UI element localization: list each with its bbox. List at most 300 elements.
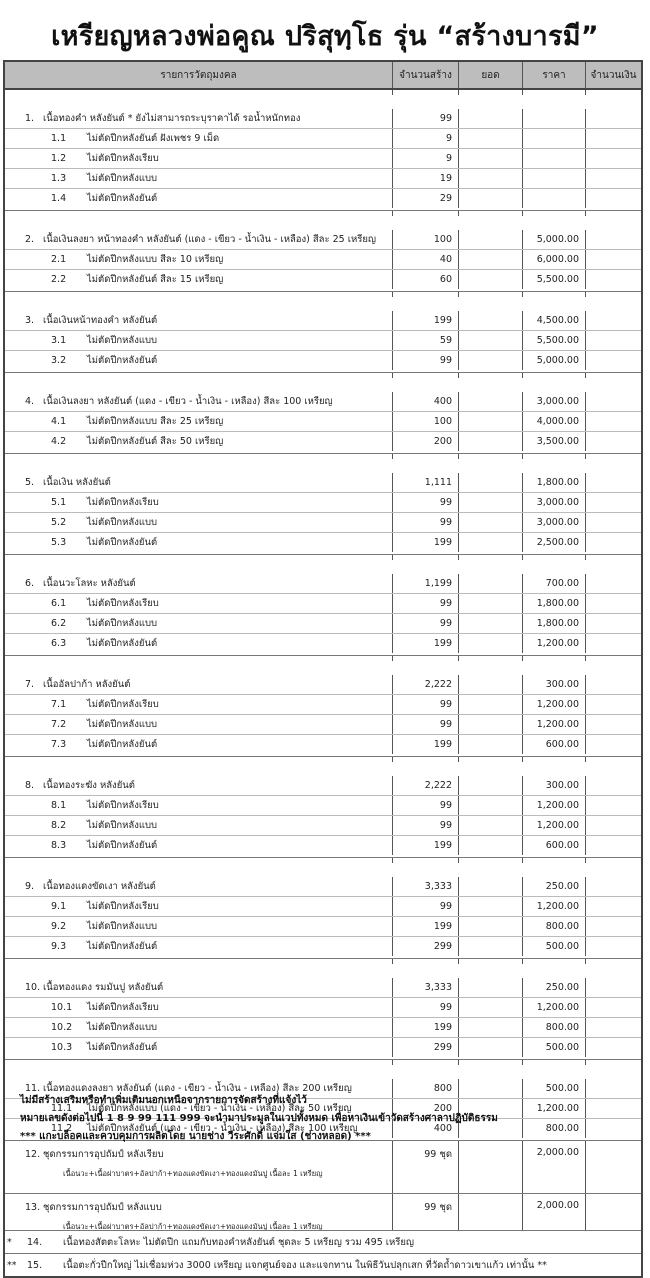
group-1 — [5, 90, 641, 211]
item-label: ไม่ตัดปีกหลังยันต์ — [87, 1042, 158, 1053]
item-label: เนื้อนวะโลหะ หลังยันต์ — [43, 578, 136, 589]
item-count: 800 — [393, 1079, 459, 1098]
item-price — [523, 169, 586, 188]
group-2 — [5, 211, 641, 292]
item-amount — [586, 109, 641, 128]
item-label: ไม่ตัดปีกหลังแบบ — [87, 820, 158, 831]
item-total — [459, 897, 523, 916]
table-row — [5, 269, 641, 289]
sub-item-name — [5, 695, 393, 714]
item-total — [459, 614, 523, 633]
item-label: ไม่ตัดปีกหลังยันต์ — [87, 537, 158, 548]
item-price: 1,200.00 — [523, 897, 586, 916]
item-name — [5, 574, 393, 593]
item-count: 200 — [393, 432, 459, 451]
item-amount — [586, 897, 641, 916]
item-amount — [586, 189, 641, 208]
item-number: 10.1 — [51, 1002, 73, 1013]
item-name — [5, 978, 393, 997]
table-row — [5, 593, 641, 613]
item-price: 5,500.00 — [523, 270, 586, 289]
item-total — [459, 109, 523, 128]
item-amount — [586, 169, 641, 188]
item-price: 1,200.00 — [523, 634, 586, 653]
table-row — [5, 835, 641, 855]
item-label: ไม่ตัดปีกหลังเรียบ — [87, 901, 159, 912]
table-row — [5, 411, 641, 431]
item-amount — [586, 937, 641, 956]
group-7 — [5, 656, 641, 757]
table-row — [5, 916, 641, 936]
item-label: ไม่ตัดปีกหลังยันต์ — [87, 840, 158, 851]
item-amount — [586, 250, 641, 269]
table-row — [5, 492, 641, 512]
item-amount — [586, 351, 641, 370]
item-count: 99 — [393, 109, 459, 128]
sub-item-name — [5, 169, 393, 188]
item-count: 400 — [393, 392, 459, 411]
extra-row — [5, 1231, 641, 1254]
item-number: 7.2 — [51, 719, 67, 730]
item-count: 199 — [393, 917, 459, 936]
item-price: 800.00 — [523, 1119, 586, 1138]
item-count: 99 — [393, 493, 459, 512]
table-row — [5, 896, 641, 916]
table-row — [5, 392, 641, 411]
item-number: 11.1 — [51, 1103, 73, 1114]
item-price: 1,200.00 — [523, 816, 586, 835]
item-price: 1,200.00 — [523, 998, 586, 1017]
sub-item-name — [5, 998, 393, 1017]
sub-item-name — [5, 594, 393, 613]
item-total — [459, 270, 523, 289]
item-price: 6,000.00 — [523, 250, 586, 269]
table-row — [5, 230, 641, 249]
item-price: 700.00 — [523, 574, 586, 593]
table-row — [5, 249, 641, 269]
item-label: เนื้อทองสัตตะโลหะ ไม่ตัดปีก แถมกับทองคำหลังยันต์ ชุดละ 5 เหรียญ รวม 495 เหรียญ — [63, 1236, 415, 1248]
item-total — [459, 392, 523, 411]
item-amount — [586, 473, 641, 492]
table-row — [5, 936, 641, 956]
item-price: 600.00 — [523, 836, 586, 855]
sub-item-name — [5, 715, 393, 734]
item-count: 400 — [393, 1119, 459, 1138]
item-label: เนื้อเงินลงยา หลังยันต์ (แดง - เขียว - น้ำเงิน - เหลือง) สีละ 100 เหรียญ — [43, 396, 333, 407]
sub-item-name — [5, 331, 393, 350]
item-total — [459, 1141, 523, 1193]
item-count: 99 — [393, 897, 459, 916]
item-count: 99 — [393, 695, 459, 714]
item-count: 99 — [393, 796, 459, 815]
item-amount — [586, 412, 641, 431]
item-amount — [586, 1119, 641, 1138]
item-total — [459, 695, 523, 714]
item-name — [5, 877, 393, 896]
group-9 — [5, 858, 641, 959]
item-number: 8.2 — [51, 820, 67, 831]
item-number: 2. — [25, 234, 35, 245]
item-number: 6.1 — [51, 598, 67, 609]
item-amount — [586, 574, 641, 593]
item-total — [459, 169, 523, 188]
item-label: ไม่ตัดปีกหลังยันต์ สีละ 15 เหรียญ — [87, 274, 224, 285]
item-price: 300.00 — [523, 776, 586, 795]
item-count: 199 — [393, 533, 459, 552]
table-row — [5, 1037, 641, 1057]
item-total — [459, 937, 523, 956]
item-total — [459, 493, 523, 512]
item-number: 6.2 — [51, 618, 67, 629]
item-price: 1,200.00 — [523, 1099, 586, 1118]
sub-item-name — [5, 735, 393, 754]
table-row — [5, 776, 641, 795]
item-amount — [586, 533, 641, 552]
item-name — [5, 1194, 393, 1230]
item-price: 1,800.00 — [523, 473, 586, 492]
item-number: 5.3 — [51, 537, 67, 548]
table-row — [5, 714, 641, 734]
item-total — [459, 250, 523, 269]
item-label: เนื้อเงิน หลังยันต์ — [43, 477, 111, 488]
item-amount — [586, 614, 641, 633]
item-label: เนื้อทองแดง รมมันปู หลังยันต์ — [43, 982, 164, 993]
note: ไม่มีสร้างเสริมหรือทำเพิ่มเติมนอกเหนือจากรายการจัดสร้างที่แจ้งไว้ — [20, 1095, 307, 1106]
table-row — [5, 188, 641, 208]
table-row — [5, 109, 641, 128]
item-number: 13. — [25, 1202, 41, 1213]
sub-item-name — [5, 634, 393, 653]
item-number: 10.2 — [51, 1022, 73, 1033]
item-amount — [586, 331, 641, 350]
sub-item-name — [5, 614, 393, 633]
item-label: ไม่ตัดปีกหลังเรียบ — [87, 800, 159, 811]
item-number: 4.2 — [51, 436, 67, 447]
item-name — [5, 109, 393, 128]
note: *** แกะบล็อคและควบคุมการผลิตโดย นายช่าง วีระศักดิ์ แจ่มใส (ช่างหลอด) *** — [20, 1131, 371, 1142]
table-row — [5, 734, 641, 754]
item-amount — [586, 1079, 641, 1098]
item-detail: เนื้อนวะ+เนื้อฝาบาตร+อัลปาก้า+ทองแดงขัดเงา+ทองแดงมันปู เนื้อละ 1 เหรียญ — [63, 1222, 323, 1230]
item-price: 600.00 — [523, 735, 586, 754]
item-count: 99 — [393, 998, 459, 1017]
item-total — [459, 978, 523, 997]
item-total — [459, 917, 523, 936]
item-number: 1.1 — [51, 133, 67, 144]
item-number: 1.4 — [51, 193, 67, 204]
item-total — [459, 149, 523, 168]
item-number: 3.2 — [51, 355, 67, 366]
item-label: ไม่ตัดปีกหลังแบบ (แดง - เขียว - น้ำเงิน - เหลือง) สีละ 50 เหรียญ — [87, 1103, 352, 1114]
item-label: ไม่ตัดปีกหลังแบบ สีละ 10 เหรียญ — [87, 254, 224, 265]
item-price: 3,500.00 — [523, 432, 586, 451]
page-title: เหรียญหลวงพ่อคูณ ปริสุทฺโธ รุ่น “สร้างบารมี” — [51, 21, 599, 52]
item-label: เนื้อทองแดงลงยา หลังยันต์ (แดง - เขียว - น้ำเงิน - เหลือง) สีละ 200 เหรียญ — [43, 1083, 352, 1094]
item-amount — [586, 1018, 641, 1037]
sub-item-name — [5, 937, 393, 956]
sub-item-name — [5, 149, 393, 168]
item-number: 8.1 — [51, 800, 67, 811]
item-total — [459, 796, 523, 815]
item-label: เนื้อทองแดงขัดเงา หลังยันต์ — [43, 881, 156, 892]
item-total — [459, 1038, 523, 1057]
item-amount — [586, 715, 641, 734]
group-6 — [5, 555, 641, 656]
item-price: 3,000.00 — [523, 493, 586, 512]
item-count: 200 — [393, 1099, 459, 1118]
table-row — [5, 877, 641, 896]
col-total: ยอด — [459, 62, 523, 88]
item-price: 3,000.00 — [523, 392, 586, 411]
item-count: 99 — [393, 351, 459, 370]
item-amount — [586, 877, 641, 896]
item-price: 4,500.00 — [523, 311, 586, 330]
item-number: 9.1 — [51, 901, 67, 912]
item-count: 2,222 — [393, 675, 459, 694]
item-count: 199 — [393, 735, 459, 754]
extra-row — [5, 1254, 641, 1276]
table-row — [5, 1141, 641, 1193]
item-total — [459, 1194, 523, 1230]
item-amount — [586, 776, 641, 795]
item-count: 9 — [393, 149, 459, 168]
item-price: 250.00 — [523, 877, 586, 896]
item-label: เนื้อเงินลงยา หน้าทองคำ หลังยันต์ (แดง - เขียว - น้ำเงิน - เหลือง) สีละ 25 เหรียญ — [43, 234, 377, 245]
item-amount — [586, 1099, 641, 1118]
item-price — [523, 129, 586, 148]
item-number: 1.3 — [51, 173, 67, 184]
sub-item-name — [5, 836, 393, 855]
item-number: 4. — [25, 396, 35, 407]
sub-item-name — [5, 1018, 393, 1037]
item-label: ไม่ตัดปีกหลังยันต์ — [87, 941, 158, 952]
item-price: 250.00 — [523, 978, 586, 997]
item-number: 1.2 — [51, 153, 67, 164]
sub-item-name — [5, 270, 393, 289]
table-row — [5, 350, 641, 370]
item-price: 1,200.00 — [523, 695, 586, 714]
item-count: 59 — [393, 331, 459, 350]
item-total — [459, 836, 523, 855]
group-10 — [5, 959, 641, 1060]
table-row — [5, 795, 641, 815]
item-label: ไม่ตัดปีกหลังเรียบ — [87, 153, 159, 164]
item-number: 3.1 — [51, 335, 67, 346]
item-number: 9. — [25, 881, 35, 892]
item-label: เนื้อทองระฆัง หลังยันต์ — [43, 780, 135, 791]
sub-item-name — [5, 917, 393, 936]
group-3 — [5, 292, 641, 373]
item-number: 7. — [25, 679, 35, 690]
item-total — [459, 513, 523, 532]
sub-item-name — [5, 1038, 393, 1057]
item-price: 5,000.00 — [523, 230, 586, 249]
item-count: 199 — [393, 836, 459, 855]
table-row — [5, 978, 641, 997]
item-price: 2,000.00 — [523, 1194, 586, 1230]
item-count: 2,222 — [393, 776, 459, 795]
item-count: 19 — [393, 169, 459, 188]
table-row — [5, 694, 641, 714]
item-label: ไม่ตัดปีกหลังยันต์ สีละ 50 เหรียญ — [87, 436, 224, 447]
item-label: ไม่ตัดปีกหลังยันต์ — [87, 193, 158, 204]
item-count: 100 — [393, 230, 459, 249]
item-label: ไม่ตัดปีกหลังเรียบ — [87, 497, 159, 508]
item-price: 5,500.00 — [523, 331, 586, 350]
item-count: 99 — [393, 594, 459, 613]
item-number: 2.2 — [51, 274, 67, 285]
item-label: ไม่ตัดปีกหลังยันต์ (แดง - เขียว - น้ำเงิน - เหลือง) สีละ 100 เหรียญ — [87, 1123, 358, 1134]
item-label: เนื้อทองคำ หลังยันต์ * ยังไม่สามารถระบุราคาได้ รอน้ำหนักทอง — [43, 113, 301, 124]
table-row — [5, 633, 641, 653]
item-label: ไม่ตัดปีกหลังยันต์ — [87, 355, 158, 366]
item-amount — [586, 493, 641, 512]
item-total — [459, 574, 523, 593]
item-count: 199 — [393, 311, 459, 330]
set-13. — [5, 1194, 641, 1231]
item-price: 5,000.00 — [523, 351, 586, 370]
item-total — [459, 675, 523, 694]
item-count: 99 — [393, 715, 459, 734]
item-label: ไม่ตัดปีกหลังแบบ — [87, 921, 158, 932]
item-name — [5, 776, 393, 795]
sub-item-name — [5, 796, 393, 815]
item-label: เนื้ออัลปาก้า หลังยันต์ — [43, 679, 131, 690]
item-label: ไม่ตัดปีกหลังแบบ สีละ 25 เหรียญ — [87, 416, 224, 427]
item-number: 9.2 — [51, 921, 67, 932]
item-price: 800.00 — [523, 1018, 586, 1037]
item-label: ไม่ตัดปีกหลังแบบ — [87, 1022, 158, 1033]
item-amount — [586, 998, 641, 1017]
item-count: 29 — [393, 189, 459, 208]
item-amount — [586, 634, 641, 653]
item-amount — [586, 392, 641, 411]
sub-item-name — [5, 493, 393, 512]
item-count: 1,199 — [393, 574, 459, 593]
item-count: 3,333 — [393, 978, 459, 997]
item-number: 11. — [25, 1083, 41, 1094]
item-total — [459, 432, 523, 451]
item-price: 500.00 — [523, 1038, 586, 1057]
table-row — [5, 128, 641, 148]
item-total — [459, 998, 523, 1017]
item-count: 99 ชุด — [393, 1194, 459, 1230]
item-amount — [586, 816, 641, 835]
item-total — [459, 594, 523, 613]
item-label: ไม่ตัดปีกหลังยันต์ — [87, 638, 158, 649]
item-name — [5, 1141, 393, 1193]
mark: ** — [7, 1259, 17, 1271]
item-amount — [586, 735, 641, 754]
col-price: ราคา — [523, 62, 586, 88]
item-amount — [586, 594, 641, 613]
table-row — [5, 512, 641, 532]
item-price — [523, 149, 586, 168]
item-amount — [586, 432, 641, 451]
item-price: 1,200.00 — [523, 796, 586, 815]
item-amount — [586, 836, 641, 855]
item-total — [459, 533, 523, 552]
item-count: 99 — [393, 816, 459, 835]
item-price: 3,000.00 — [523, 513, 586, 532]
table-row — [5, 330, 641, 350]
table-row — [5, 574, 641, 593]
sub-item-name — [5, 432, 393, 451]
table-row — [5, 311, 641, 330]
sub-item-name — [5, 816, 393, 835]
item-label: ไม่ตัดปีกหลังเรียบ — [87, 1002, 159, 1013]
item-label: ไม่ตัดปีกหลังยันต์ — [87, 739, 158, 750]
item-number: 2.1 — [51, 254, 67, 265]
table-row — [5, 1194, 641, 1230]
item-price — [523, 109, 586, 128]
item-detail: เนื้อนวะ+เนื้อฝาบาตร+อัลปาก้า+ทองแดงขัดเงา+ทองแดงมันปู เนื้อละ 1 เหรียญ — [63, 1169, 323, 1178]
group-4 — [5, 373, 641, 454]
table-row — [5, 997, 641, 1017]
set-12. — [5, 1141, 641, 1194]
item-label: ไม่ตัดปีกหลังเรียบ — [87, 598, 159, 609]
item-amount — [586, 796, 641, 815]
item-total — [459, 715, 523, 734]
sub-item-name — [5, 351, 393, 370]
item-label: ชุดกรรมการอุปถัมป์ หลังแบบ — [43, 1202, 162, 1213]
table-row — [5, 532, 641, 552]
item-name — [5, 473, 393, 492]
item-amount — [586, 230, 641, 249]
item-label: ชุดกรรมการอุปถัมป์ หลังเรียบ — [43, 1149, 164, 1160]
item-price: 800.00 — [523, 917, 586, 936]
item-total — [459, 776, 523, 795]
item-number: 14. — [27, 1236, 43, 1248]
group-5 — [5, 454, 641, 555]
item-number: 9.3 — [51, 941, 67, 952]
item-number: 7.3 — [51, 739, 67, 750]
sub-item-name — [5, 533, 393, 552]
item-name — [5, 311, 393, 330]
item-total — [459, 230, 523, 249]
item-price: 500.00 — [523, 937, 586, 956]
item-count: 1,111 — [393, 473, 459, 492]
note: หมายเลขดังต่อไปนี้ 1 8 9 99 111 999 จะนำมาประมูลในเวปทั้งหมด เพื่อหาเงินเข้าวัดสร้างศาลาปฏิบัติธรรม — [20, 1113, 498, 1124]
item-label: ไม่ตัดปีกหลังแบบ — [87, 173, 158, 184]
item-amount — [586, 1194, 641, 1230]
item-number: 7.1 — [51, 699, 67, 710]
item-count: 60 — [393, 270, 459, 289]
item-amount — [586, 149, 641, 168]
item-total — [459, 735, 523, 754]
item-number: 12. — [25, 1149, 41, 1160]
item-amount — [586, 675, 641, 694]
item-count: 99 ชุด — [393, 1141, 459, 1193]
item-label: ไม่ตัดปีกหลังยันต์ ฝังเพชร 9 เม็ด — [87, 133, 220, 144]
item-number: 5.2 — [51, 517, 67, 528]
item-total — [459, 412, 523, 431]
item-count: 199 — [393, 1018, 459, 1037]
item-label: เนื้อเงินหน้าทองคำ หลังยันต์ — [43, 315, 158, 326]
table-row — [5, 613, 641, 633]
item-number: 1. — [25, 113, 35, 124]
col-amount: จำนวนเงิน — [590, 69, 637, 81]
item-label: ไม่ตัดปีกหลังแบบ — [87, 618, 158, 629]
item-count: 100 — [393, 412, 459, 431]
item-amount — [586, 1141, 641, 1193]
item-amount — [586, 513, 641, 532]
item-total — [459, 634, 523, 653]
item-total — [459, 877, 523, 896]
item-total — [459, 331, 523, 350]
item-count: 99 — [393, 513, 459, 532]
item-amount — [586, 1038, 641, 1057]
